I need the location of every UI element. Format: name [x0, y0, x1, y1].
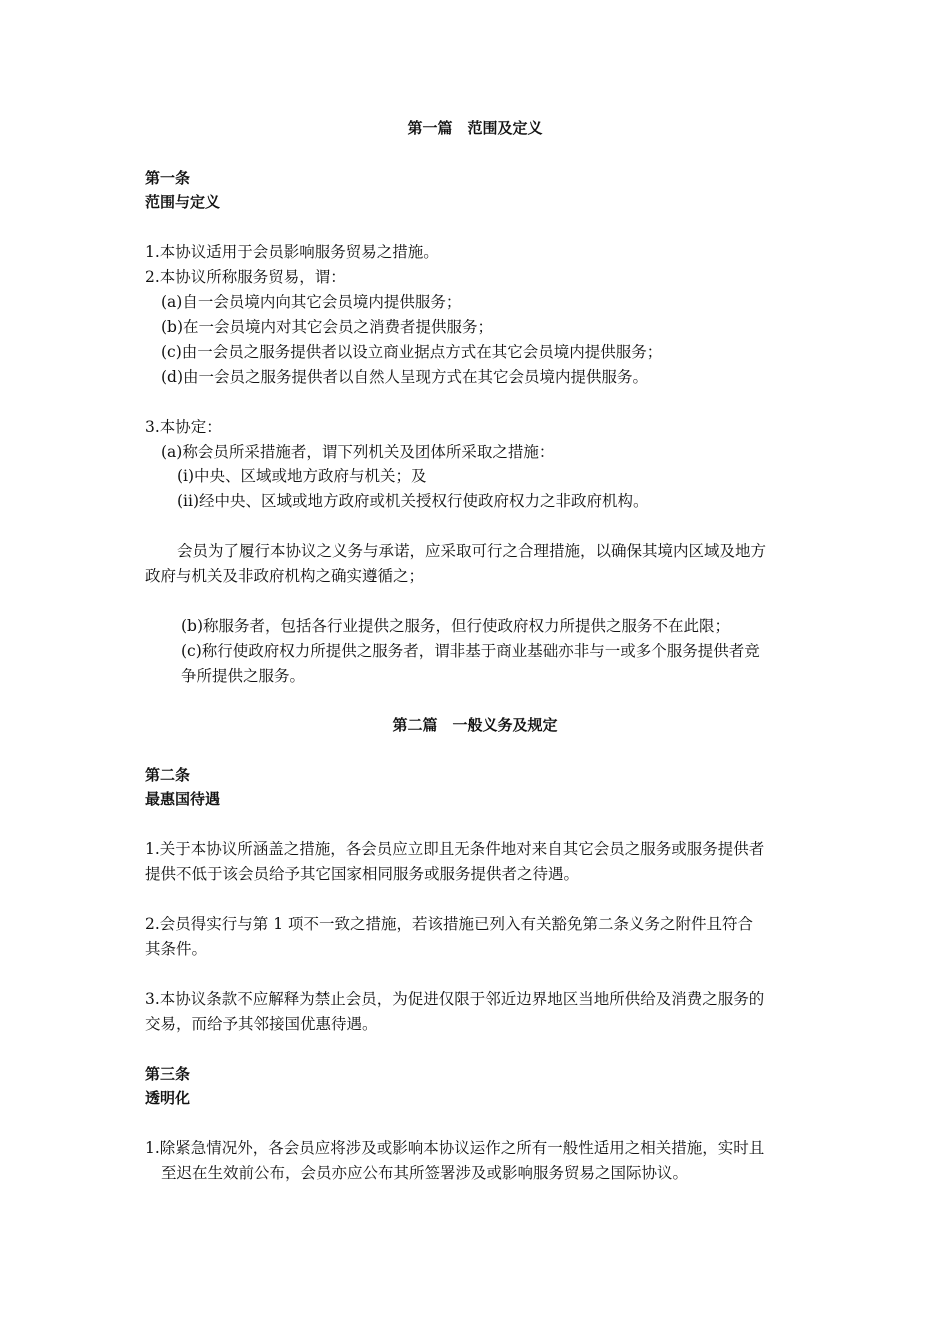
article1-item-2a: (a)自一会员境内向其它会员境内提供服务；: [161, 293, 462, 311]
article1-item-3c-line-2: 争所提供之服务。: [181, 667, 306, 685]
article1-number: 第一条: [145, 169, 191, 187]
part1-title: 第一篇 范围及定义: [407, 119, 543, 137]
article1-item-2c: (c)由一会员之服务提供者以设立商业据点方式在其它会员境内提供服务；: [161, 343, 663, 361]
article1-item-3c-line-1: (c)称行使政府权力所提供之服务者，谓非基于商业基础亦非与一或多个服务提供者竞: [181, 642, 760, 660]
article2-paragraph-2-line-2: 其条件。: [145, 940, 208, 958]
article1-paragraph-3: 3.本协定：: [145, 418, 222, 436]
article1-note-line-1: 会员为了履行本协议之义务与承诺，应采取可行之合理措施，以确保其境内区域及地方: [177, 542, 767, 560]
article2-paragraph-3-line-2: 交易，而给予其邻接国优惠待遇。: [145, 1015, 378, 1033]
article1-item-3a-ii: (ii)经中央、区域或地方政府或机关授权行使政府权力之非政府机构。: [177, 492, 649, 510]
article1-item-2d: (d)由一会员之服务提供者以自然人呈现方式在其它会员境内提供服务。: [161, 368, 649, 386]
article2-paragraph-1-line-2: 提供不低于该会员给予其它国家相同服务或服务提供者之待遇。: [145, 865, 580, 883]
article2-number: 第二条: [145, 766, 191, 784]
article1-heading: 范围与定义: [145, 193, 221, 211]
article2-heading: 最惠国待遇: [145, 790, 221, 808]
article1-paragraph-1: 1.本协议适用于会员影响服务贸易之措施。: [145, 243, 439, 261]
article1-item-3b: (b)称服务者，包括各行业提供之服务，但行使政府权力所提供之服务不在此限；: [181, 617, 731, 635]
article3-number: 第三条: [145, 1065, 191, 1083]
article2-paragraph-3-line-1: 3.本协议条款不应解释为禁止会员，为促进仅限于邻近边界地区当地所供给及消费之服务的: [145, 990, 765, 1008]
article1-paragraph-2: 2.本协议所称服务贸易，谓：: [145, 268, 346, 286]
article2-paragraph-1-line-1: 1.关于本协议所涵盖之措施，各会员应立即且无条件地对来自其它会员之服务或服务提供者: [145, 840, 765, 858]
article1-note-line-2: 政府与机关及非政府机构之确实遵循之；: [145, 567, 425, 585]
article1-item-3a-i: (i)中央、区域或地方政府与机关；及: [177, 467, 427, 485]
part2-title: 第二篇 一般义务及规定: [392, 716, 558, 734]
article2-paragraph-2-line-1: 2.会员得实行与第 1 项不一致之措施，若该措施已列入有关豁免第二条义务之附件且符合: [145, 915, 754, 933]
article3-heading: 透明化: [145, 1089, 191, 1107]
article3-paragraph-1-line-1: 1.除紧急情况外，各会员应将涉及或影响本协议运作之所有一般性适用之相关措施，实时且: [145, 1139, 765, 1157]
article3-paragraph-1-line-2: 至迟在生效前公布，会员亦应公布其所签署涉及或影响服务贸易之国际协议。: [161, 1164, 689, 1182]
article1-item-2b: (b)在一会员境内对其它会员之消费者提供服务；: [161, 318, 494, 336]
article1-item-3a: (a)称会员所采措施者，谓下列机关及团体所采取之措施：: [161, 443, 555, 461]
